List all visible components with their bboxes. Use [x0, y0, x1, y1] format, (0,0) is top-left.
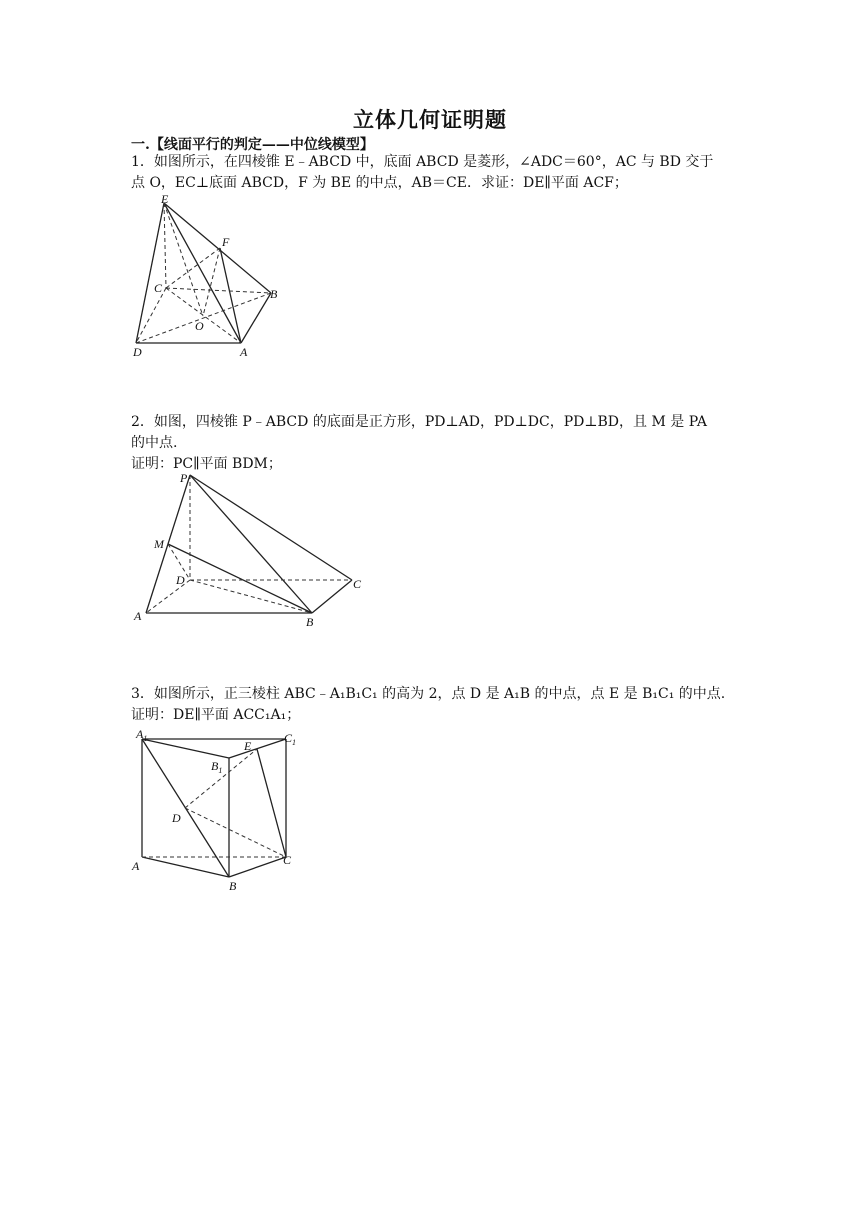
- label-C: C: [154, 281, 163, 295]
- edge-PC: [190, 475, 352, 580]
- label-C: C: [283, 853, 292, 867]
- edge-DC: [185, 808, 286, 857]
- label-D: D: [176, 573, 185, 587]
- edge-PB: [190, 475, 312, 613]
- edge-BC: [229, 857, 286, 877]
- label-C: C: [353, 577, 362, 591]
- label-A1: $A_1$: [136, 727, 148, 743]
- edge-B1C1: [229, 739, 286, 758]
- edge-CA: [166, 288, 241, 343]
- problem-2-line-1: 2．如图，四棱锥 P﹣ABCD 的底面是正方形，PD⊥AD，PD⊥DC，PD⊥BD，且 M 是 PA: [131, 414, 707, 430]
- problem-1-line-1: 1．如图所示，在四棱锥 E﹣ABCD 中，底面 ABCD 是菱形，∠ADC＝60°，AC 与 BD 交于: [131, 154, 714, 170]
- label-B: B: [229, 879, 237, 893]
- problem-1-text: [131, 152, 731, 194]
- edge-A1B1: [142, 739, 229, 758]
- edge-ED: [136, 203, 164, 343]
- problem-3-text: [131, 684, 731, 726]
- problem-3-line-2: 证明：DE∥平面 ACC₁A₁；: [131, 707, 301, 723]
- edge-AB: [241, 293, 271, 343]
- edge-FA: [220, 248, 241, 343]
- problem-3-figure: [128, 724, 308, 894]
- edge-EB: [164, 203, 271, 293]
- edge-DE: [185, 749, 257, 808]
- label-E: E: [244, 739, 252, 753]
- edge-DB: [136, 293, 271, 343]
- problem-3-line-1: 3．如图所示，正三棱柱 ABC﹣A₁B₁C₁ 的高为 2，点 D 是 A₁B 的中点，点 E 是 B₁C₁ 的中点.: [131, 686, 726, 702]
- label-B: B: [306, 615, 314, 629]
- problem-2-figure: [128, 468, 368, 633]
- problem-1-figure: [128, 190, 288, 365]
- problem-1-line-2: 点 O，EC⊥底面 ABCD，F 为 BE 的中点，AB＝CE．求证：DE∥平面 ACF；: [131, 175, 628, 191]
- edge-CB: [166, 288, 271, 293]
- label-E: E: [161, 192, 169, 206]
- problem-2-line-2: 的中点.: [131, 435, 178, 451]
- label-D: D: [172, 811, 181, 825]
- problem-2-text: [131, 412, 731, 475]
- edge-DB: [190, 580, 312, 613]
- label-F: F: [222, 235, 230, 249]
- label-C1: $C_1$: [284, 731, 297, 747]
- edge-AB: [142, 857, 229, 877]
- edge-FC: [166, 248, 220, 288]
- label-D: D: [133, 345, 142, 359]
- label-B: B: [270, 287, 278, 301]
- edge-BC: [312, 580, 352, 613]
- label-A: A: [240, 345, 248, 359]
- page-title: 立体几何证明题: [353, 107, 507, 132]
- section-heading: 一.【线面平行的判定——中位线模型】: [131, 137, 374, 153]
- edge-EC: [164, 203, 166, 288]
- label-M: M: [154, 537, 164, 551]
- edge-CD: [136, 288, 166, 343]
- label-O: O: [195, 319, 204, 333]
- edge-EC: [257, 749, 286, 857]
- label-P: P: [180, 471, 188, 485]
- problem-2-line-3: 证明：PC∥平面 BDM；: [131, 456, 282, 472]
- label-B1: $B_1$: [211, 759, 223, 775]
- label-A: A: [134, 609, 142, 623]
- label-A: A: [132, 859, 140, 873]
